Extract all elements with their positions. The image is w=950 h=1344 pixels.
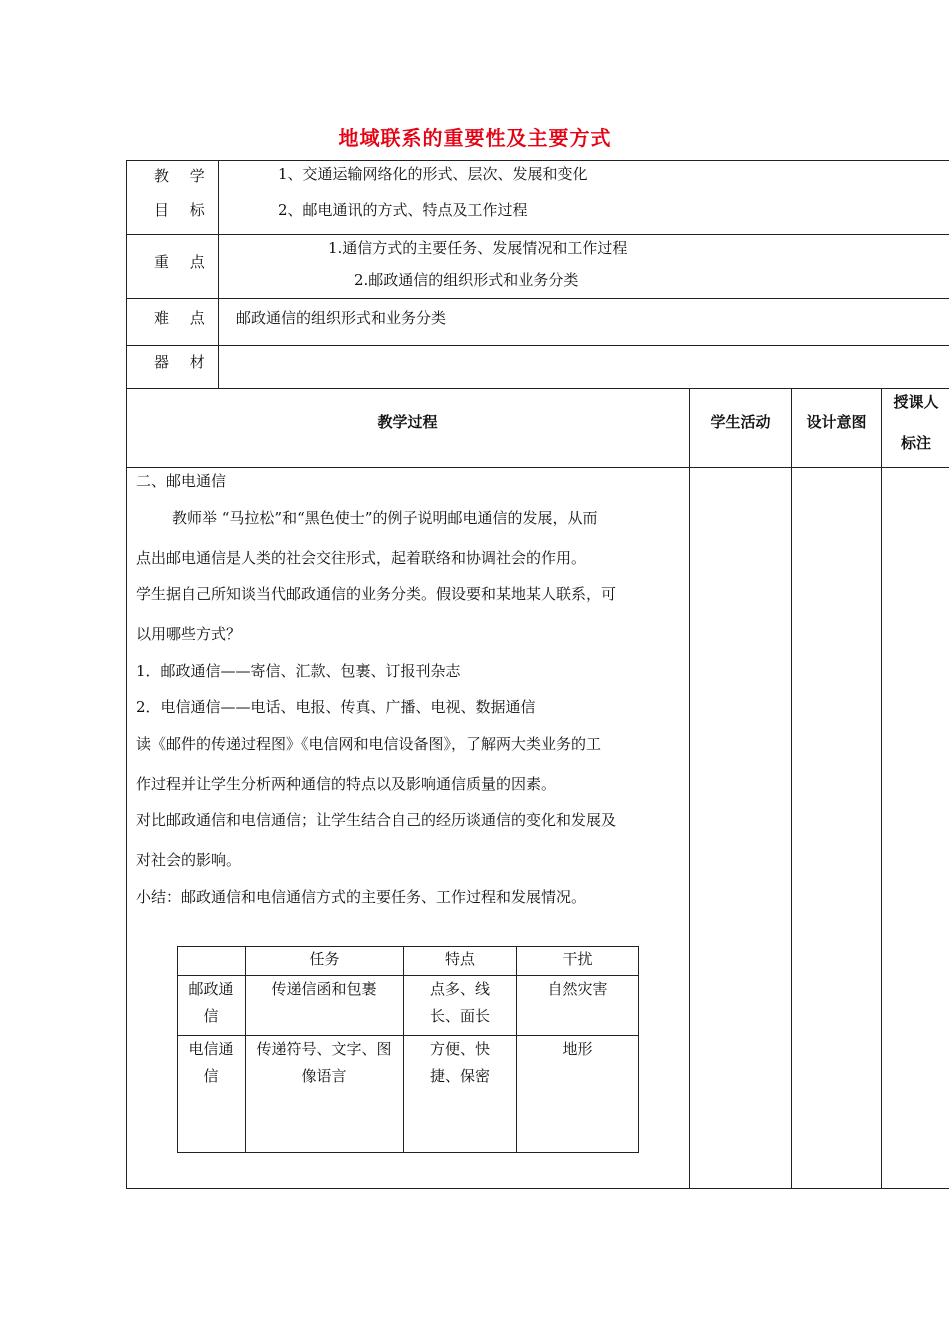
th-interference: 干扰 — [562, 950, 593, 968]
goal-item-2: 2、邮电通讯的方式、特点及工作过程 — [278, 201, 528, 219]
cell-postal-interference: 自然灾害 — [547, 980, 608, 998]
cell-postal-feature: 点多、线长、面长 — [429, 980, 490, 1025]
key-item-1: 1.通信方式的主要任务、发展情况和工作过程 — [328, 239, 628, 257]
list-item-1: 1．邮政通信——寄信、汇款、包裹、订报刊杂志 — [136, 662, 461, 680]
cell-postal-name: 邮政通信 — [188, 980, 234, 1025]
section-heading: 二、邮电通信 — [136, 472, 227, 490]
paragraph-1b: 点出邮电通信是人类的社会交往形式，起着联络和协调社会的作用。 — [136, 549, 587, 567]
col-design: 设计意图 — [806, 413, 867, 431]
cell-telecom-feature: 方便、快捷、保密 — [429, 1040, 490, 1085]
paragraph-4a: 对比邮政通信和电信通信；让学生结合自己的经历谈通信的变化和发展及 — [136, 811, 617, 829]
key-item-2: 2.邮政通信的组织形式和业务分类 — [354, 271, 579, 289]
cell-telecom-name: 电信通信 — [188, 1040, 234, 1085]
cell-postal-task: 传递信函和包裹 — [271, 980, 377, 998]
page-title: 地域联系的重要性及主要方式 — [338, 126, 612, 150]
paragraph-2a: 学生据自己所知谈当代邮政通信的业务分类。假设要和某地某人联系，可 — [136, 585, 617, 603]
equipment-label: 器 材 — [154, 353, 213, 371]
paragraph-2b: 以用哪些方式？ — [136, 625, 242, 643]
goals-label-2: 目 标 — [154, 201, 213, 219]
col-process: 教学过程 — [377, 413, 438, 431]
th-feature: 特点 — [444, 950, 475, 968]
list-item-2: 2．电信通信——电话、电报、传真、广播、电视、数据通信 — [136, 698, 536, 716]
goals-label-1: 教 学 — [154, 167, 213, 185]
cell-telecom-task: 传递符号、文字、图像语言 — [256, 1040, 392, 1085]
summary: 小结：邮政通信和电信通信方式的主要任务、工作过程和发展情况。 — [136, 888, 587, 906]
paragraph-1a: 教师举 “马拉松”和“黑色使士”的例子说明邮电通信的发展，从而 — [172, 509, 598, 527]
paragraph-3b: 作过程并让学生分析两种通信的特点以及影响通信质量的因素。 — [136, 775, 557, 793]
difficulty-item: 邮政通信的组织形式和业务分类 — [236, 309, 447, 327]
col-teacher-1: 授课人 — [893, 393, 939, 411]
paragraph-4b: 对社会的影响。 — [136, 851, 242, 869]
th-task: 任务 — [309, 950, 340, 968]
cell-telecom-interference: 地形 — [562, 1040, 593, 1058]
col-teacher-2: 标注 — [900, 434, 931, 452]
goal-item-1: 1、交通运输网络化的形式、层次、发展和变化 — [278, 165, 588, 183]
key-label: 重 点 — [154, 253, 213, 271]
difficulty-label: 难 点 — [154, 309, 213, 327]
col-student: 学生活动 — [710, 413, 771, 431]
paragraph-3a: 读《邮件的传递过程图》《电信网和电信设备图》，了解两大类业务的工 — [136, 735, 602, 753]
